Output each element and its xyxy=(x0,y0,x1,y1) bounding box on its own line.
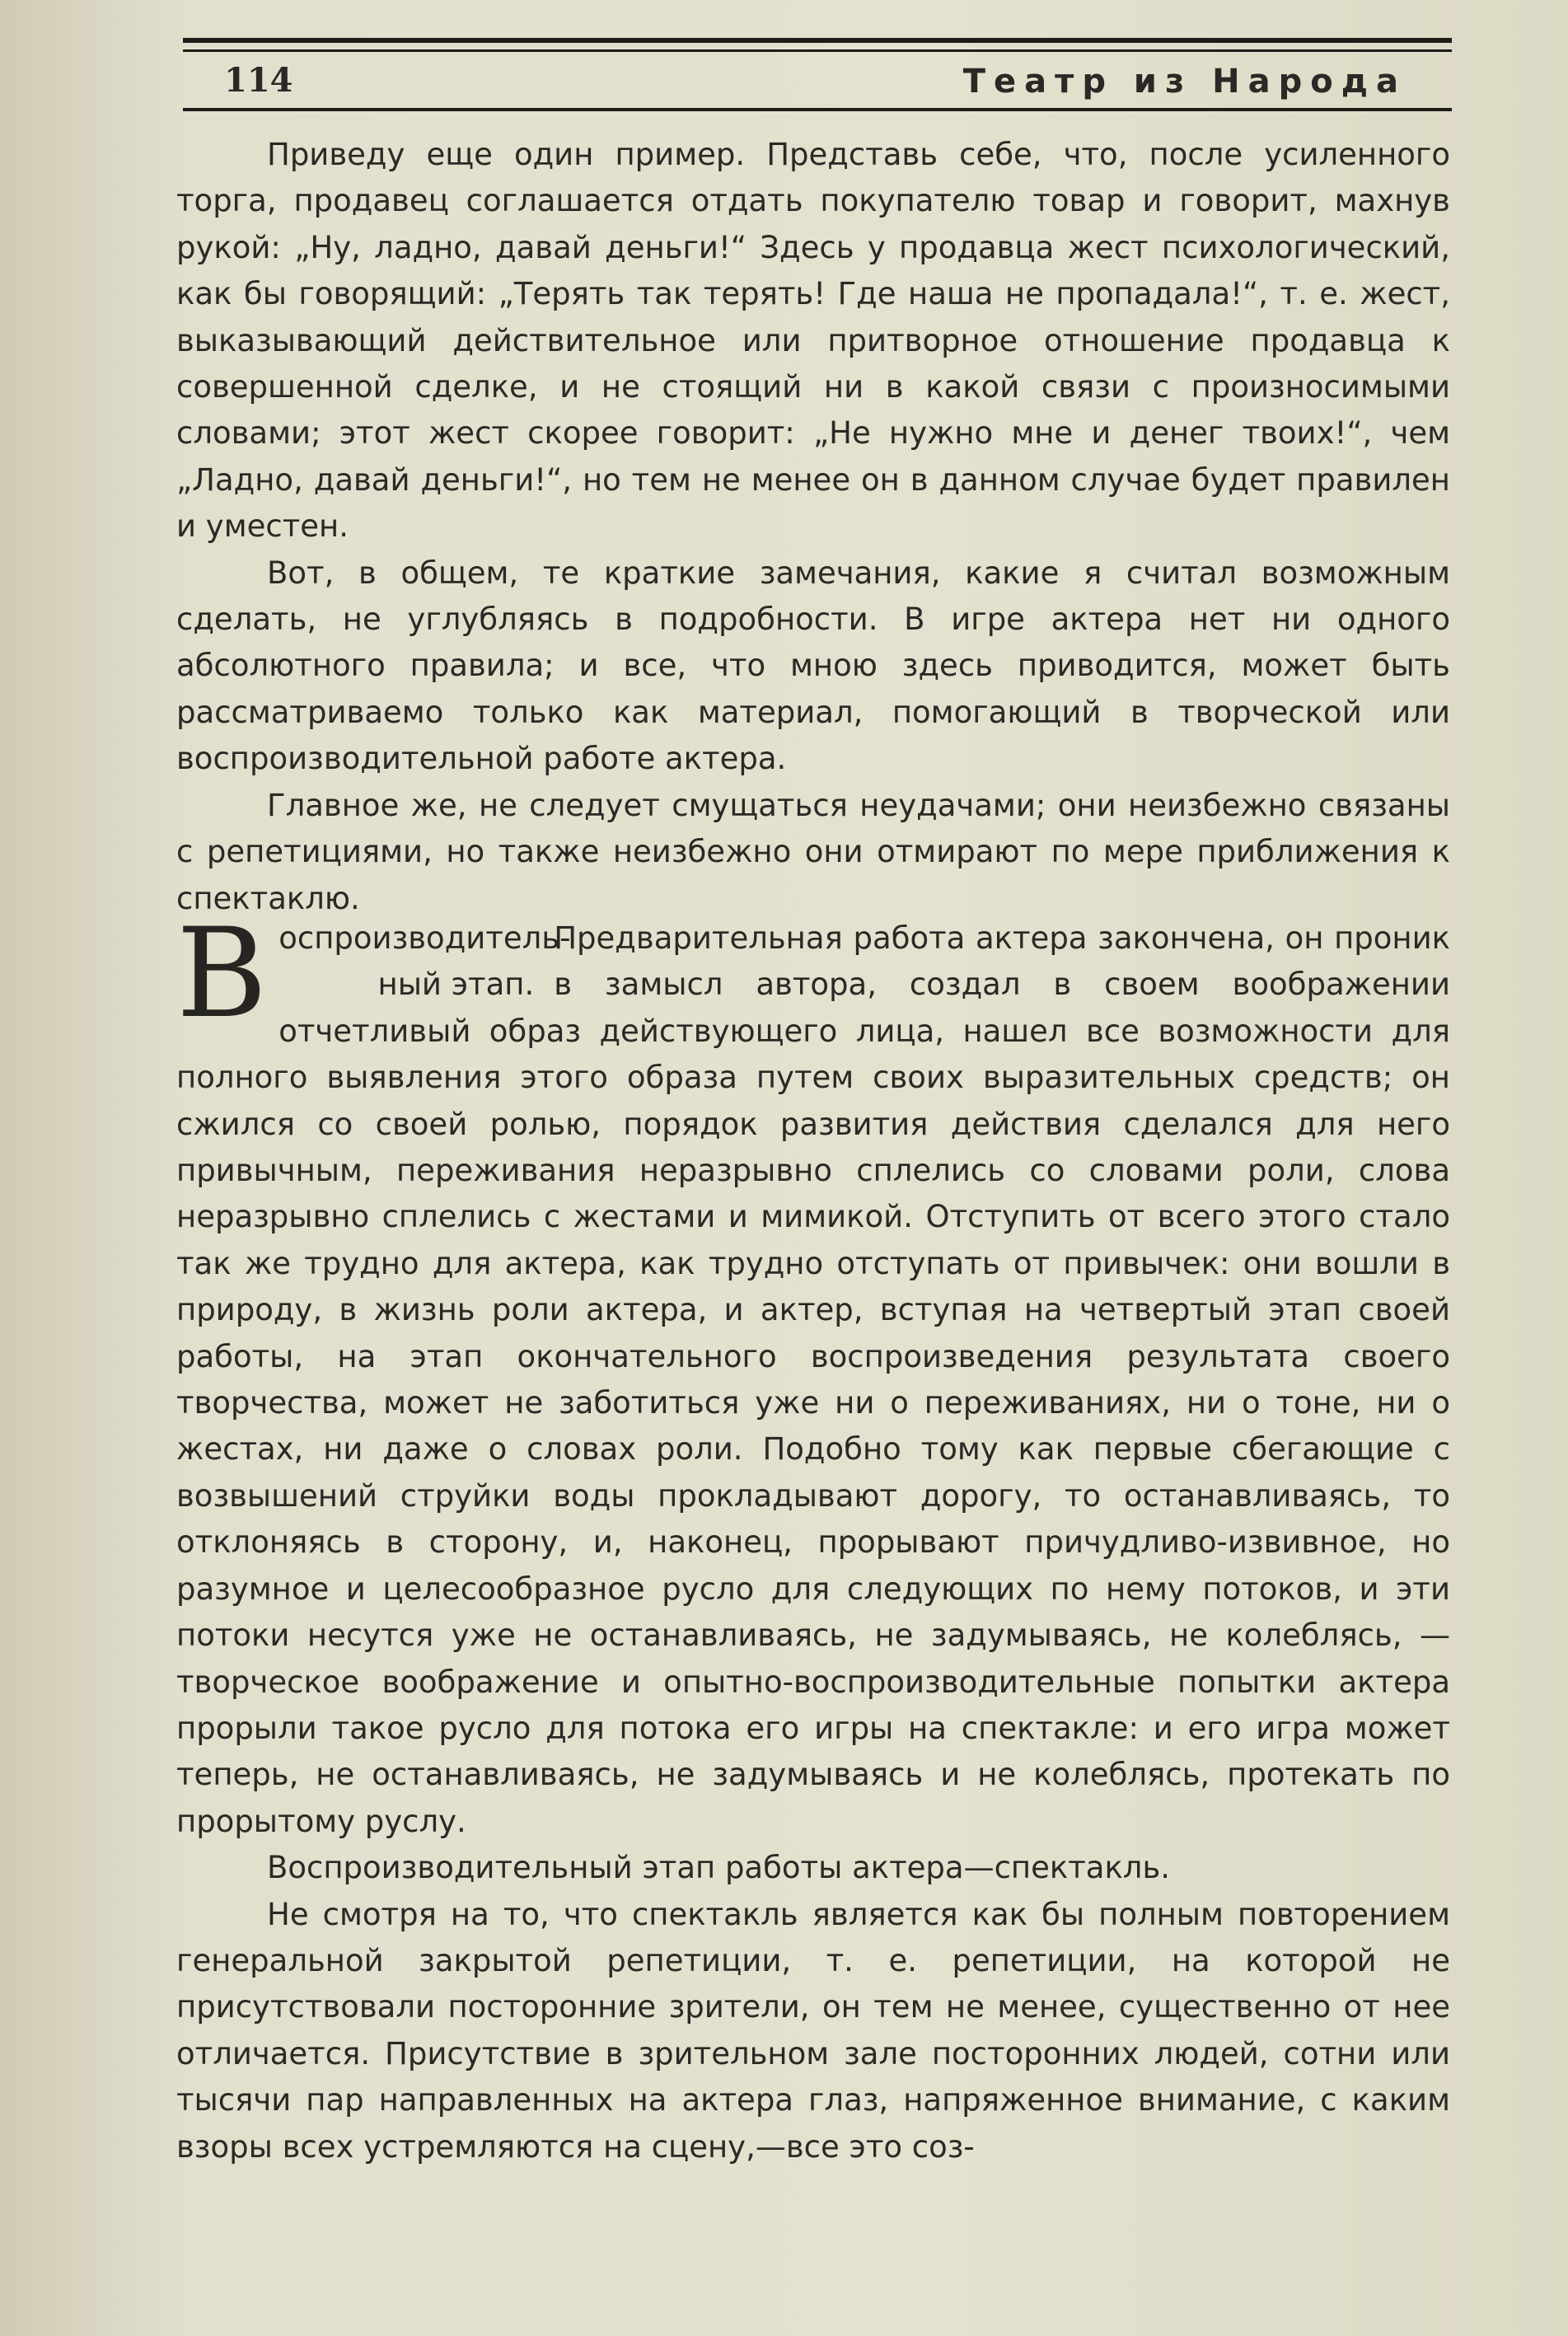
paragraph: Вот, в общем, те краткие замечания, какие я считал возможным сделать, не углубляясь в подробности. В игре актера нет ни одного абсолютного правила; и все, что мною здесь приводится, может быть рассматриваемо только как материал, помогающий в творческой или воспроизводительной работе актера. xyxy=(176,555,1450,777)
running-head: Театр из Народа xyxy=(962,63,1407,101)
page-number: 114 xyxy=(224,61,293,100)
paragraph: Предварительная работа актера закончена, он проник в замысл автора, создал в своем воображении отчетливый образ действующего лица, нашел все возможности для полного выявления этого образа путем своих выразительных средств; он сжился со своей ролью, порядок развития действия сделался для него привычным, переживания неразрывно сплелись со словами роли, слова неразрывно сплелись с жестами и мимикой. Отступить от всего этого стало так же трудно для актера, как трудно отступать от привычек: они вошли в природу, в жизнь роли актера, и актер, вступая на четвертый этап своей работы, на этап окончательного воспроизведения результата своего творчества, может не заботиться уже ни о переживаниях, ни о тоне, ни о жестах, ни даже о словах роли. Подобно тому как первые сбегающие с возвышений струйки воды прокладывают дорогу, то останавливаясь, то отклоняясь в сторону, и, наконец, прорывают причудливо-извивное, но разумное и целесообразное русло для следующих по нему потоков, и эти потоки несутся уже не останавливаясь, не задумываясь, не колеблясь, —творческое воображение и опытно-воспроизводительные попытки актера прорыли такое русло для потока его игры на спектакле: и его игра может теперь, не останавливаясь, не задумываясь и не колеблясь, протекать по прорытому руслу. xyxy=(176,920,1450,1839)
header-rule-thick xyxy=(183,38,1452,43)
section-heading: оспроизводитель- ный этап. xyxy=(278,920,571,1003)
header-rule-thin xyxy=(183,49,1452,52)
top-text-block xyxy=(176,132,1450,922)
paragraph: Главное же, не следует смущаться неудачами; они неизбежно связаны с репетициями, но также неизбежно они отмирают по мере приближения к спектаклю. xyxy=(176,787,1450,916)
section-reproduction-stage xyxy=(176,902,1450,2170)
header-underline xyxy=(183,108,1452,111)
paragraph: Приведу еще один пример. Представь себе, что, после усиленного торга, продавец соглашается отдать покупателю товар и говорит, махнув рукой: „Ну, ладно, давай деньги!“ Здесь у продавца жест психологический, как бы говорящий: „Терять так терять! Где наша не пропадала!“, т. е. жест, выказывающий действительное или притворное отношение продавца к совершенной сделке, и не стоящий ни в какой связи с произносимыми словами; этот жест скорее говорит: „Не нужно мне и денег твоих!“, чем „Ладно, давай деньги!“, но тем не менее он в данном случае будет правилен и уместен. xyxy=(176,137,1450,545)
paragraph: Не смотря на то, что спектакль является как бы полным повторением генеральной закрытой репетиции, т. е. репетиции, на которой не присутствовали посторонние зрители, он тем не менее, существенно от нее отличается. Присутствие в зрительном зале посторонних людей, сотни или тысячи пар направленных на актера глаз, напряженное внимание, с каким взоры всех устремляются на сцену,—все это соз- xyxy=(176,1896,1450,2165)
paragraph: Воспроизводительный этап работы актера—спектакль. xyxy=(267,1850,1171,1886)
drop-cap: В xyxy=(176,902,268,1046)
